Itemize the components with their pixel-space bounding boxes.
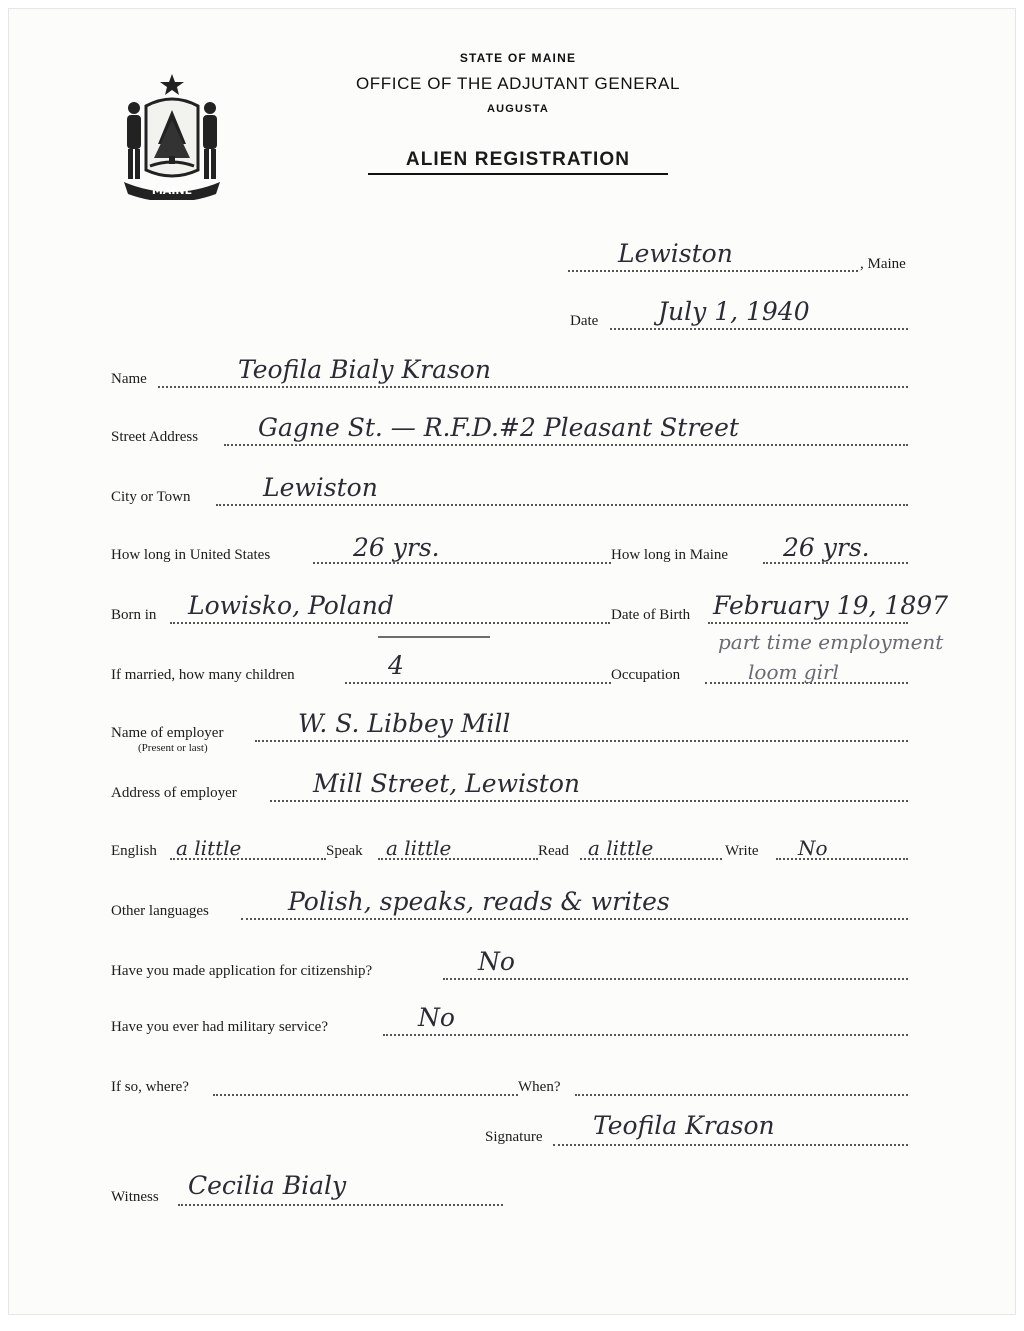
employer-entry: W. S. Libbey Mill bbox=[298, 709, 511, 738]
witness-entry: Cecilia Bialy bbox=[188, 1171, 347, 1200]
born-in-label: Born in bbox=[111, 607, 157, 623]
city-or-town-label: City or Town bbox=[111, 489, 191, 505]
other-languages-entry: Polish, speaks, reads & writes bbox=[288, 887, 670, 916]
how-long-us-entry: 26 yrs. bbox=[353, 533, 440, 562]
date-of-birth-entry: February 19, 1897 bbox=[713, 591, 949, 620]
how-long-us-label: How long in United States bbox=[111, 547, 271, 563]
english-label: English bbox=[111, 843, 157, 859]
date-of-birth-label: Date of Birth bbox=[611, 607, 691, 623]
signature-label: Signature bbox=[485, 1129, 543, 1145]
born-in-entry: Lowisko, Poland bbox=[188, 591, 394, 620]
street-address-entry: Gagne St. — R.F.D.#2 Pleasant Street bbox=[258, 413, 739, 442]
employer-address-label: Address of employer bbox=[111, 785, 237, 801]
seal-banner-text: MAINE bbox=[151, 184, 193, 197]
form-title: ALIEN REGISTRATION bbox=[368, 149, 668, 175]
citizenship-entry: No bbox=[478, 947, 515, 976]
date-entry: July 1, 1940 bbox=[658, 297, 810, 326]
employer-label: Name of employer bbox=[111, 725, 224, 741]
alien-registration-form bbox=[8, 8, 1016, 1315]
if-so-where-label: If so, where? bbox=[111, 1079, 189, 1095]
name-entry: Teofila Bialy Krason bbox=[238, 355, 491, 384]
maine-label: , Maine bbox=[860, 256, 906, 272]
other-languages-label: Other languages bbox=[111, 903, 209, 919]
how-long-maine-label: How long in Maine bbox=[611, 547, 729, 563]
speak-label: Speak bbox=[326, 843, 363, 859]
city-or-town-entry: Lewiston bbox=[263, 473, 378, 502]
when-label: When? bbox=[518, 1079, 561, 1095]
military-entry: No bbox=[418, 1003, 455, 1032]
occupation-note-entry: part time employment bbox=[718, 630, 944, 654]
header-city: AUGUSTA bbox=[487, 103, 549, 115]
write-label: Write bbox=[725, 843, 759, 859]
english-entry: a little bbox=[176, 836, 242, 860]
citizenship-label: Have you made application for citizenship? bbox=[111, 963, 373, 979]
occupation-label: Occupation bbox=[611, 667, 681, 683]
children-entry: 4 bbox=[388, 651, 404, 680]
speak-entry: a little bbox=[386, 836, 452, 860]
military-label: Have you ever had military service? bbox=[111, 1019, 328, 1035]
signature-entry: Teofila Krason bbox=[593, 1111, 775, 1140]
read-entry: a little bbox=[588, 836, 654, 860]
header-office: OFFICE OF THE ADJUTANT GENERAL bbox=[355, 74, 681, 93]
street-address-label: Street Address bbox=[111, 429, 199, 445]
town-entry: Lewiston bbox=[618, 239, 733, 268]
employer-address-entry: Mill Street, Lewiston bbox=[313, 769, 581, 798]
header-state: STATE OF MAINE bbox=[459, 51, 577, 65]
occupation-entry: loom girl bbox=[748, 660, 839, 684]
date-label: Date bbox=[570, 313, 599, 329]
employer-sublabel: (Present or last) bbox=[138, 742, 208, 754]
children-label: If married, how many children bbox=[111, 667, 295, 683]
read-label: Read bbox=[538, 843, 569, 859]
maine-state-seal-icon bbox=[116, 70, 228, 200]
write-entry: No bbox=[798, 836, 828, 860]
name-label: Name bbox=[111, 371, 147, 387]
how-long-maine-entry: 26 yrs. bbox=[783, 533, 870, 562]
witness-label: Witness bbox=[111, 1189, 159, 1205]
